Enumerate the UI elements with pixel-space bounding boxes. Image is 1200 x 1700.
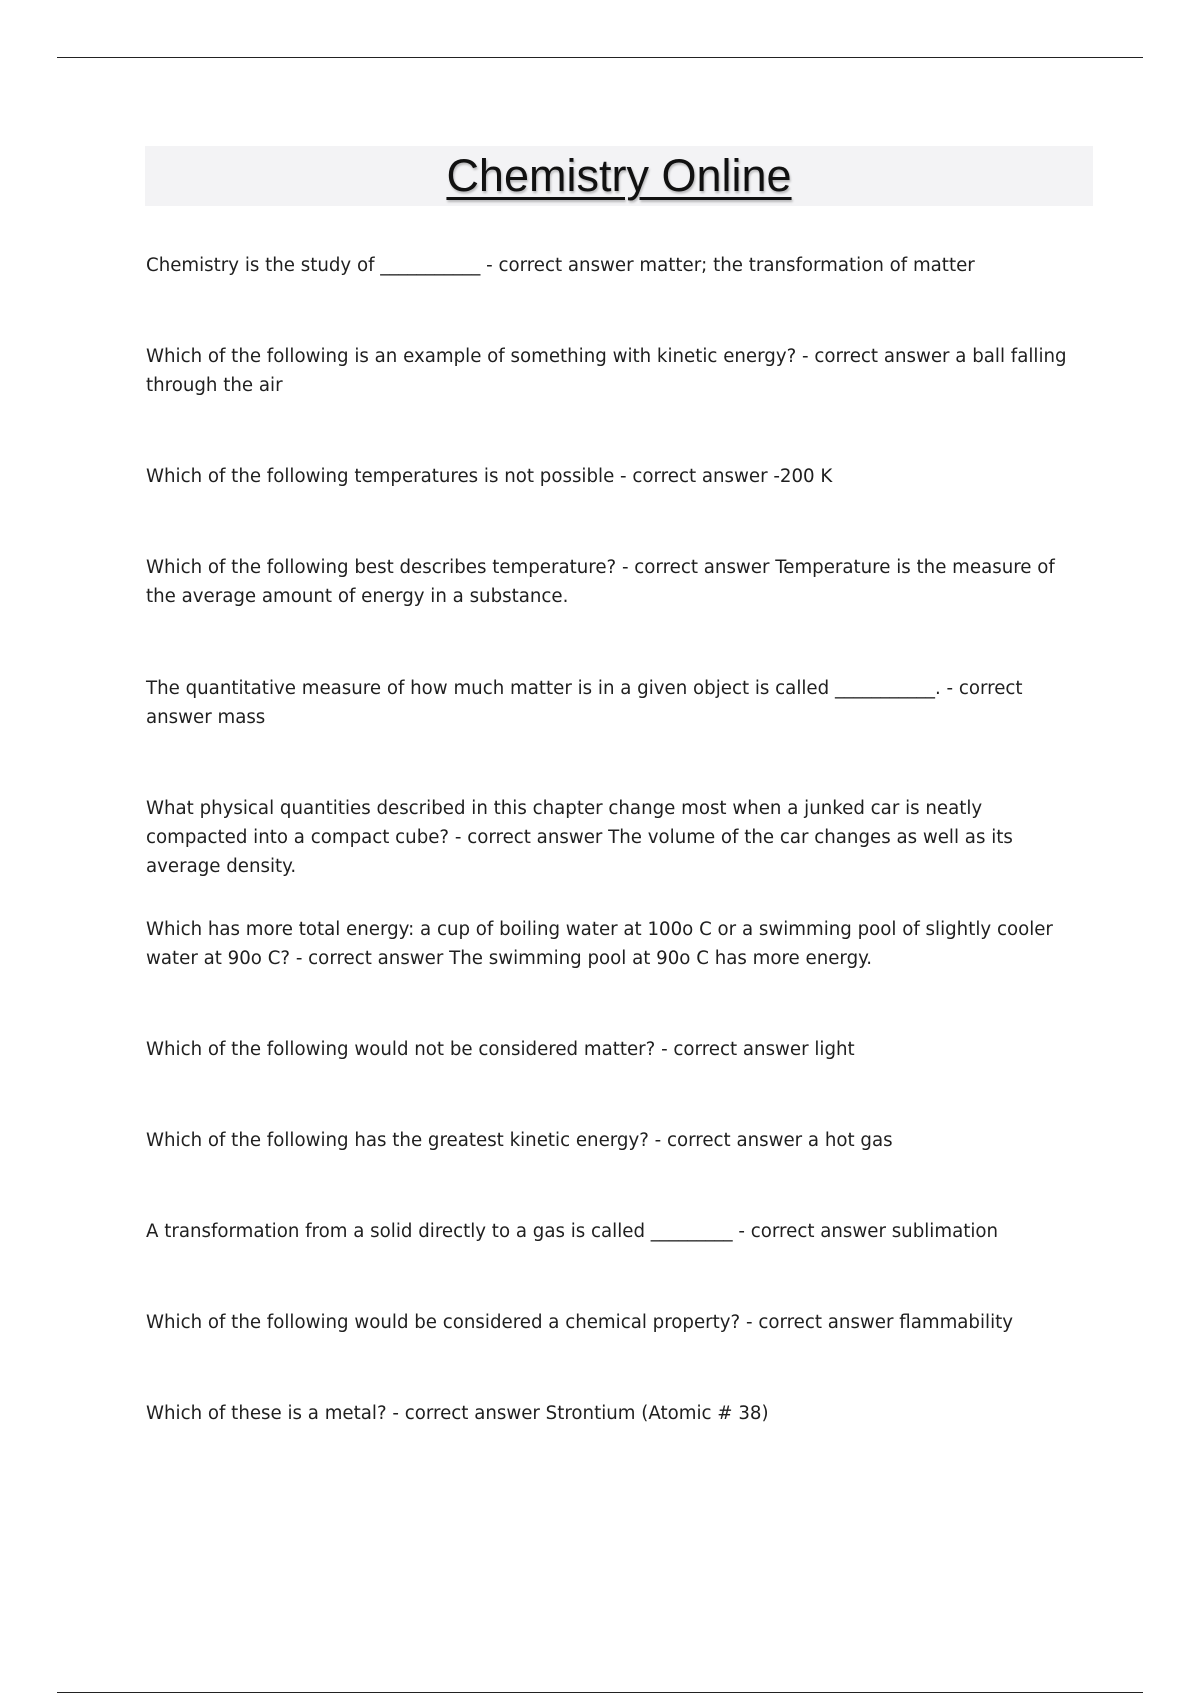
qa-item-2: Which of the following is an example of something with kinetic energy? - correct answer a ball falling through the air xyxy=(146,346,1067,396)
qa-item-10: A transformation from a solid directly to a gas is called _________ - correct answer sublimation xyxy=(146,1221,999,1242)
qa-item-8: Which of the following would not be considered matter? - correct answer light xyxy=(146,1039,855,1060)
qa-item-7: Which has more total energy: a cup of boiling water at 100o C or a swimming pool of slightly cooler water at 90o C? - correct answer The swimming pool at 90o C has more energy. xyxy=(146,919,1053,969)
qa-item-1: Chemistry is the study of ___________ - correct answer matter; the transformation of matter xyxy=(146,255,975,276)
qa-item-6: What physical quantities described in this chapter change most when a junked car is neatly compacted into a compact cube? - correct answer The volume of the car changes as well as its average density. xyxy=(146,798,1013,877)
qa-item-4: Which of the following best describes temperature? - correct answer Temperature is the measure of the average amount of energy in a substance. xyxy=(146,557,1055,607)
title-band xyxy=(145,146,1093,206)
top-rule xyxy=(57,57,1143,58)
page-title: Chemistry Online xyxy=(446,150,792,201)
qa-item-12: Which of these is a metal? - correct answer Strontium (Atomic # 38) xyxy=(146,1403,769,1424)
qa-item-9: Which of the following has the greatest kinetic energy? - correct answer a hot gas xyxy=(146,1130,893,1151)
qa-item-11: Which of the following would be considered a chemical property? - correct answer flammability xyxy=(146,1312,1014,1333)
qa-item-5: The quantitative measure of how much matter is in a given object is called ___________. - correct answer mass xyxy=(146,678,1023,728)
bottom-rule xyxy=(57,1692,1143,1693)
qa-item-3: Which of the following temperatures is not possible - correct answer -200 K xyxy=(146,466,833,487)
